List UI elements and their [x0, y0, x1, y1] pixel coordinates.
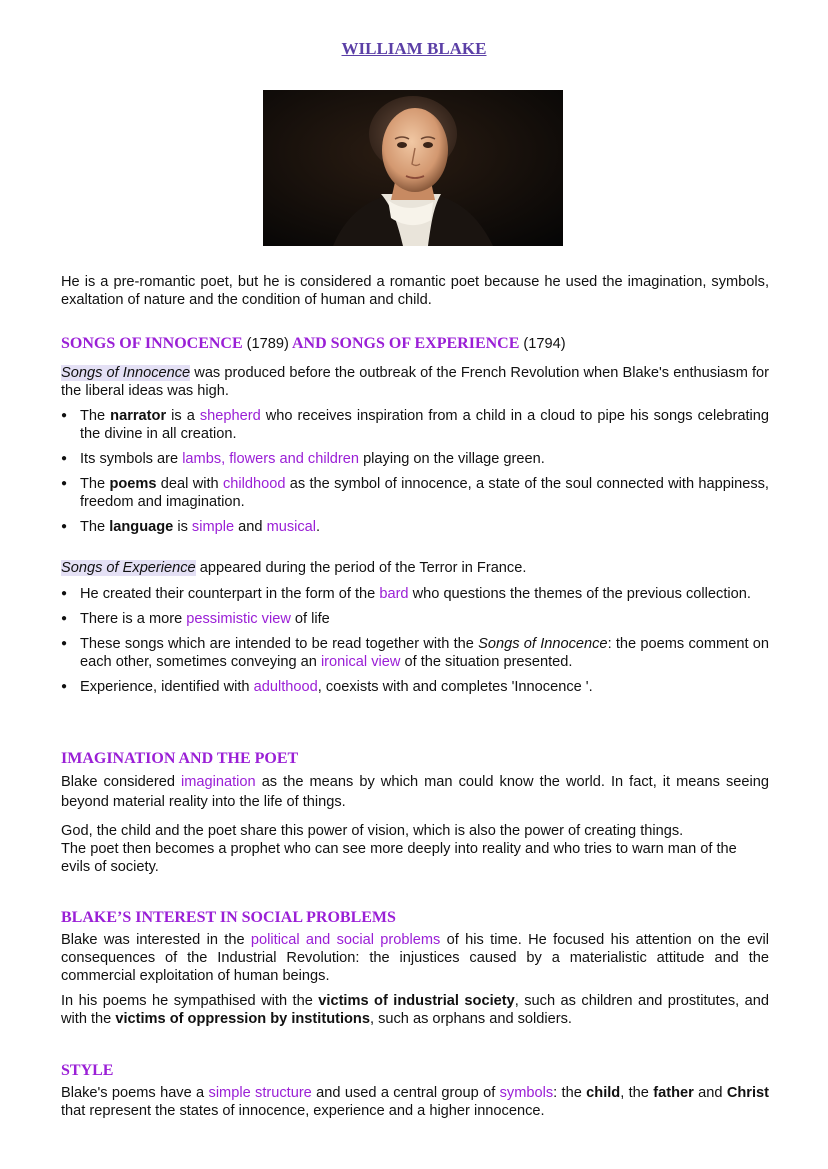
experience-paragraph: [61, 559, 769, 577]
list-item: ● The language is simple and musical.: [61, 518, 769, 536]
social-paragraph-1: Blake was interested in the political and social problems of his time. He focused his attention on the evil consequences of the Industrial Revolution: the injustices caused by a materialistic attitude and the commercial exploitation of human beings.: [61, 932, 770, 984]
experience-list: [61, 585, 769, 696]
songs-heading-year-1: (1789): [246, 336, 289, 352]
style-heading: STYLE: [61, 1062, 114, 1079]
songs-heading-innocence: SONGS OF INNOCENCE: [61, 335, 243, 352]
innocence-title: Songs of Innocence: [61, 365, 191, 381]
intro-paragraph: He is a pre-romantic poet, but he is considered a romantic poet because he used the imagination, symbols, exaltation of nature and the condition of human and child.: [61, 274, 769, 308]
imagination-heading: IMAGINATION AND THE POET: [61, 750, 299, 767]
experience-text: appeared during the period of the Terror in France.: [195, 560, 527, 576]
imagination-paragraph-1: Blake considered imagination as the means by which man could know the world. In fact, it means seeing beyond material reality into the life of things.: [61, 774, 769, 810]
innocence-list: [61, 407, 769, 536]
portrait-image: [263, 90, 563, 246]
songs-heading-year-2: (1794): [523, 336, 566, 352]
songs-heading-experience: AND SONGS OF EXPERIENCE: [291, 335, 520, 352]
list-item: ● These songs which are intended to be read together with the Songs of Innocence: the poems comment on each other, sometimes conveying an ironical view of the situation presented.: [61, 635, 769, 671]
list-item: ● There is a more pessimistic view of life: [61, 610, 769, 628]
style-paragraph: Blake's poems have a simple structure and used a central group of symbols: the child, the father and Christ that represent the states of innocence, experience and a higher innocence.: [61, 1085, 770, 1119]
innocence-text: was produced before the outbreak of the French Revolution when Blake's enthusiasm for the liberal ideas was high.: [61, 365, 769, 399]
social-paragraph-2: In his poems he sympathised with the victims of industrial society, such as children and prostitutes, and with the victims of oppression by institutions, such as orphans and soldiers.: [61, 993, 769, 1027]
portrait-illustration: [263, 90, 563, 246]
list-item: ● Experience, identified with adulthood, coexists with and completes 'Innocence '.: [61, 678, 769, 696]
songs-heading: [61, 335, 566, 353]
list-item: ● The poems deal with childhood as the symbol of innocence, a state of the soul connected with happiness, freedom and imagination.: [61, 475, 769, 511]
list-item: ● The narrator is a shepherd who receives inspiration from a child in a cloud to pipe his songs celebrating the divine in all creation.: [61, 407, 769, 443]
list-item: ● Its symbols are lambs, flowers and children playing on the village green.: [61, 450, 769, 468]
imagination-paragraph-2: God, the child and the poet share this power of vision, which is also the power of creating things. The poet then becomes a prophet who can see more deeply into reality and who tries to warn man of the evils of society.: [61, 823, 737, 875]
social-heading: BLAKE’S INTEREST IN SOCIAL PROBLEMS: [61, 909, 396, 926]
experience-title: Songs of Experience: [61, 560, 196, 576]
innocence-paragraph: [61, 364, 769, 400]
page-title: WILLIAM BLAKE: [341, 39, 487, 58]
list-item: ● He created their counterpart in the form of the bard who questions the themes of the previous collection.: [61, 585, 769, 603]
